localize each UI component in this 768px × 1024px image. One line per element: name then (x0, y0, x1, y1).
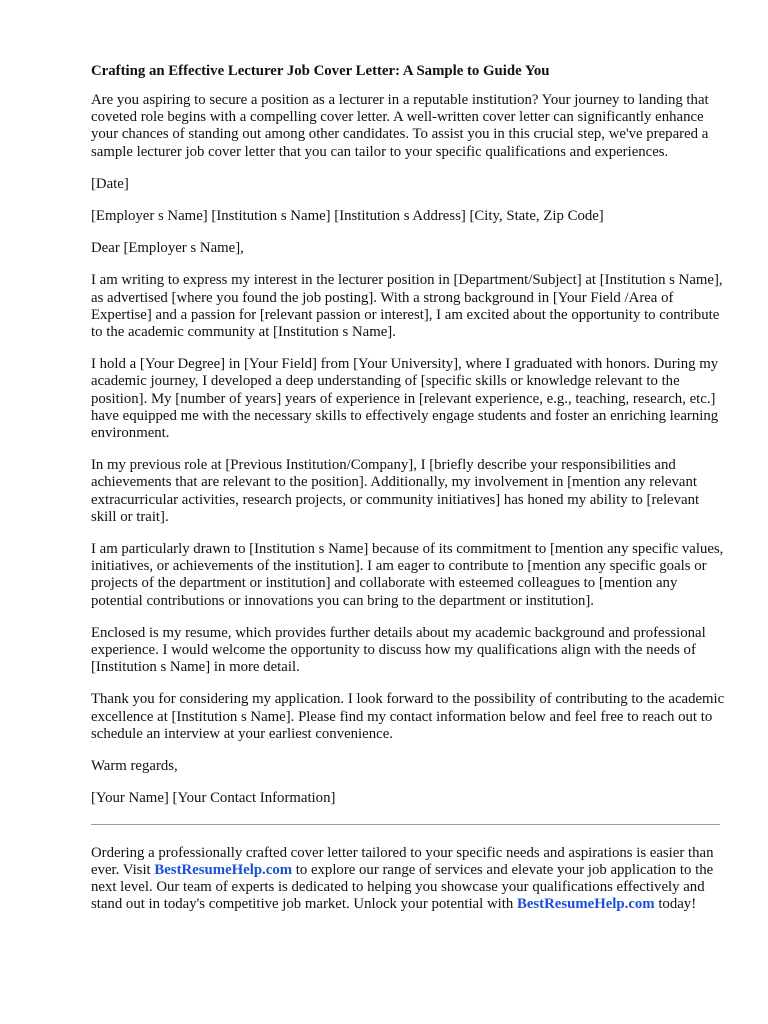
intro-paragraph: Are you aspiring to secure a position as a lecturer in a reputable institution? Your journey to landing that coveted role begins with a compelling cover letter. A well-written cover letter can significantly enhance your chances of standing out among other candidates. To assist you in this crucial step, we've prepared a sample lecturer job cover letter that you can tailor to your specific qualifications and experiences. (91, 92, 709, 160)
signature-placeholder: [Your Name] [Your Contact Information] (91, 790, 336, 807)
body-paragraph-enclosure: Enclosed is my resume, which provides further details about my academic background and professional experience. I would welcome the opportunity to discuss how my qualifications align with the needs of [Institution s Name] in more detail. (91, 624, 706, 676)
body-paragraph-closing: Thank you for considering my application. I look forward to the possibility of contributing to the academic excellence at [Institution s Name]. Please find my contact information below and feel free to reach out to schedule an interview at your earliest convenience. (91, 691, 725, 742)
promo-paragraph (91, 845, 728, 914)
promo-text-1: Ordering a professionally crafted cover letter tailored to your specific needs and aspirations is easier than ever. Visit (91, 844, 714, 878)
body-paragraph-education: I hold a [Your Degree] in [Your Field] from [Your University], where I graduated with honors. During my academic journey, I developed a deep understanding of [specific skills or knowledge relevant to the position]. My [number of years] years of experience in [relevant experience, e.g., teaching, research, etc.] have equipped me with the necessary skills to effectively engage students and foster an enriching learning environment. (91, 356, 719, 442)
body-paragraph-interest: I am writing to express my interest in the lecturer position in [Department/Subject] at [Institution s Name], as advertised [where you found the job posting]. With a strong background in [Your Field /Area of Expertise] and a passion for [relevant passion or interest], I am excited about the opportunity to contribute to the academic community at [Institution s Name]. (91, 272, 723, 341)
section-divider (91, 824, 720, 825)
sign-off: Warm regards, (91, 758, 178, 775)
document-title: Crafting an Effective Lecturer Job Cover Letter: A Sample to Guide You (91, 63, 550, 79)
salutation: Dear [Employer s Name], (91, 240, 244, 257)
date-placeholder: [Date] (91, 175, 129, 192)
promo-text-2: to explore our range of services and elevate your job application to the next level. Our team of experts is dedicated to helping you showcase your qualifications effectively and stand out in today's competitive job market. Unlock your potential with (91, 861, 714, 913)
body-paragraph-motivation: I am particularly drawn to [Institution s Name] because of its commitment to [mention any specific values, initiatives, or achievements of the institution]. I am eager to contribute to [mention any specific goals or projects of the department or institution] and collaborate with esteemed colleagues to [mention any potential contributions or innovations you can bring to the department or institution]. (91, 541, 724, 609)
promo-link-2[interactable]: BestResumeHelp.com (516, 896, 655, 913)
body-paragraph-experience: In my previous role at [Previous Institution/Company], I [briefly describe your responsibilities and achievements that are relevant to the position]. Additionally, my involvement in [mention any relevant extracurricular activities, research projects, or community initiatives] has honed my ability to [relevant skill or trait]. (91, 457, 700, 525)
promo-link-1[interactable]: BestResumeHelp.com (154, 861, 293, 878)
promo-text-3: today! (654, 896, 697, 913)
employer-address: [Employer s Name] [Institution s Name] [Institution s Address] [City, State, Zip Code] (91, 208, 604, 225)
